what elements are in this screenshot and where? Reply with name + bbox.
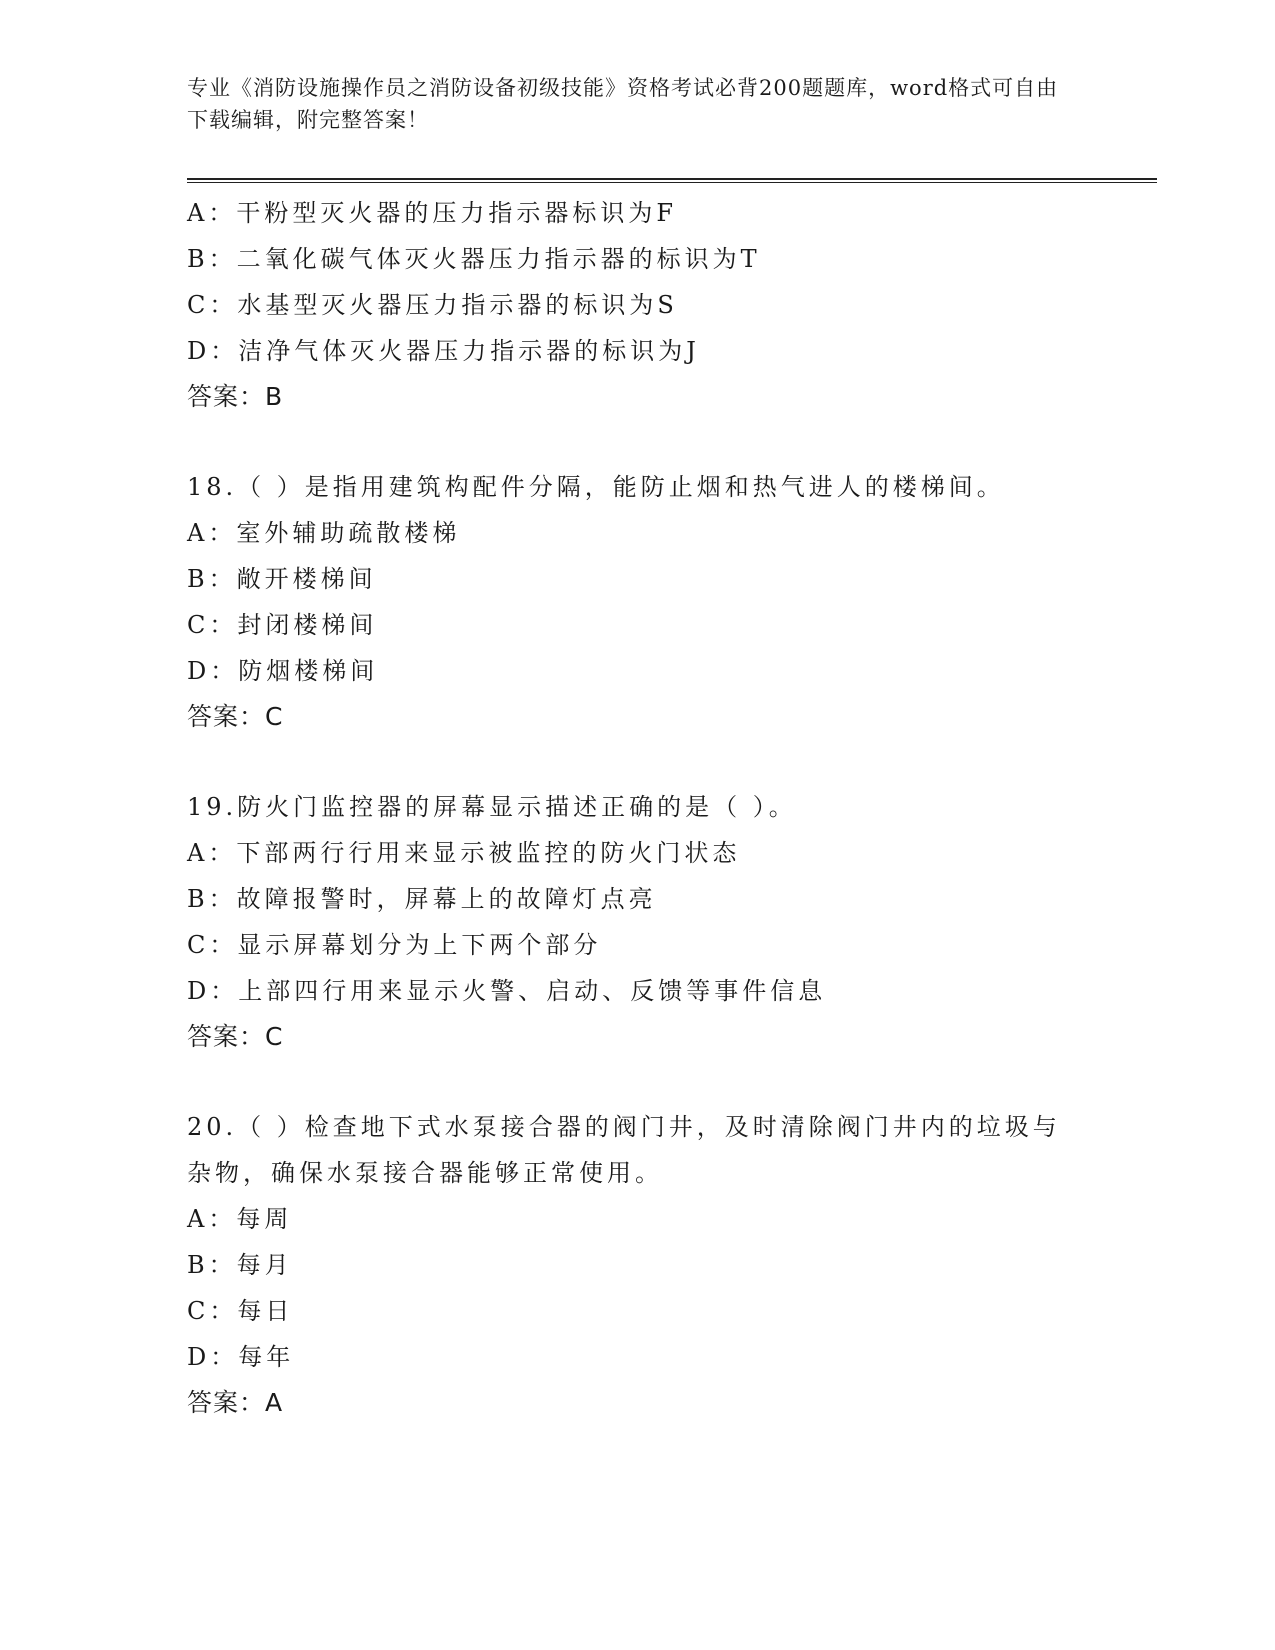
answer: 答案：C	[187, 1022, 284, 1051]
option-b: B：每月	[187, 1251, 293, 1279]
document-header: 专业《消防设施操作员之消防设备初级技能》资格考试必背200题题库，word格式可自由下载编辑，附完整答案！	[187, 76, 1059, 132]
option-c: C：封闭楼梯间	[187, 611, 378, 639]
question-17	[187, 190, 1087, 420]
option-b: B：故障报警时，屏幕上的故障灯点亮	[187, 885, 657, 913]
answer: 答案：C	[187, 702, 284, 731]
answer: 答案：A	[187, 1388, 284, 1417]
option-c: C：显示屏幕划分为上下两个部分	[187, 931, 602, 959]
question-text: 19.防火门监控器的屏幕显示描述正确的是（ ）。	[187, 793, 797, 821]
spacer	[187, 1060, 1087, 1104]
option-d: D：上部四行用来显示火警、启动、反馈等事件信息	[187, 977, 827, 1005]
question-text: 20.（ ）检查地下式水泵接合器的阀门井，及时清除阀门井内的垃圾与杂物，确保水泵接合器能够正常使用。	[187, 1113, 1061, 1187]
question-20	[187, 1104, 1087, 1426]
option-a: A：每周	[187, 1205, 293, 1233]
question-18	[187, 464, 1087, 740]
option-c: C：每日	[187, 1297, 294, 1325]
option-b: B：二氧化碳气体灭火器压力指示器的标识为T	[187, 245, 761, 273]
answer: 答案：B	[187, 382, 284, 411]
question-list	[187, 190, 1087, 1426]
question-text: 18.（ ）是指用建筑构配件分隔，能防止烟和热气进人的楼梯间。	[187, 473, 1005, 501]
spacer	[187, 740, 1087, 784]
option-b: B：敞开楼梯间	[187, 565, 377, 593]
spacer	[187, 420, 1087, 464]
option-a: A：干粉型灭火器的压力指示器标识为F	[187, 199, 677, 227]
option-a: A：室外辅助疏散楼梯	[187, 519, 461, 547]
option-d: D：每年	[187, 1343, 295, 1371]
option-d: D：防烟楼梯间	[187, 657, 379, 685]
header-divider	[187, 178, 1157, 183]
option-c: C：水基型灭火器压力指示器的标识为S	[187, 291, 678, 319]
option-d: D：洁净气体灭火器压力指示器的标识为J	[187, 337, 700, 365]
question-19	[187, 784, 1087, 1060]
option-a: A：下部两行行用来显示被监控的防火门状态	[187, 839, 741, 867]
